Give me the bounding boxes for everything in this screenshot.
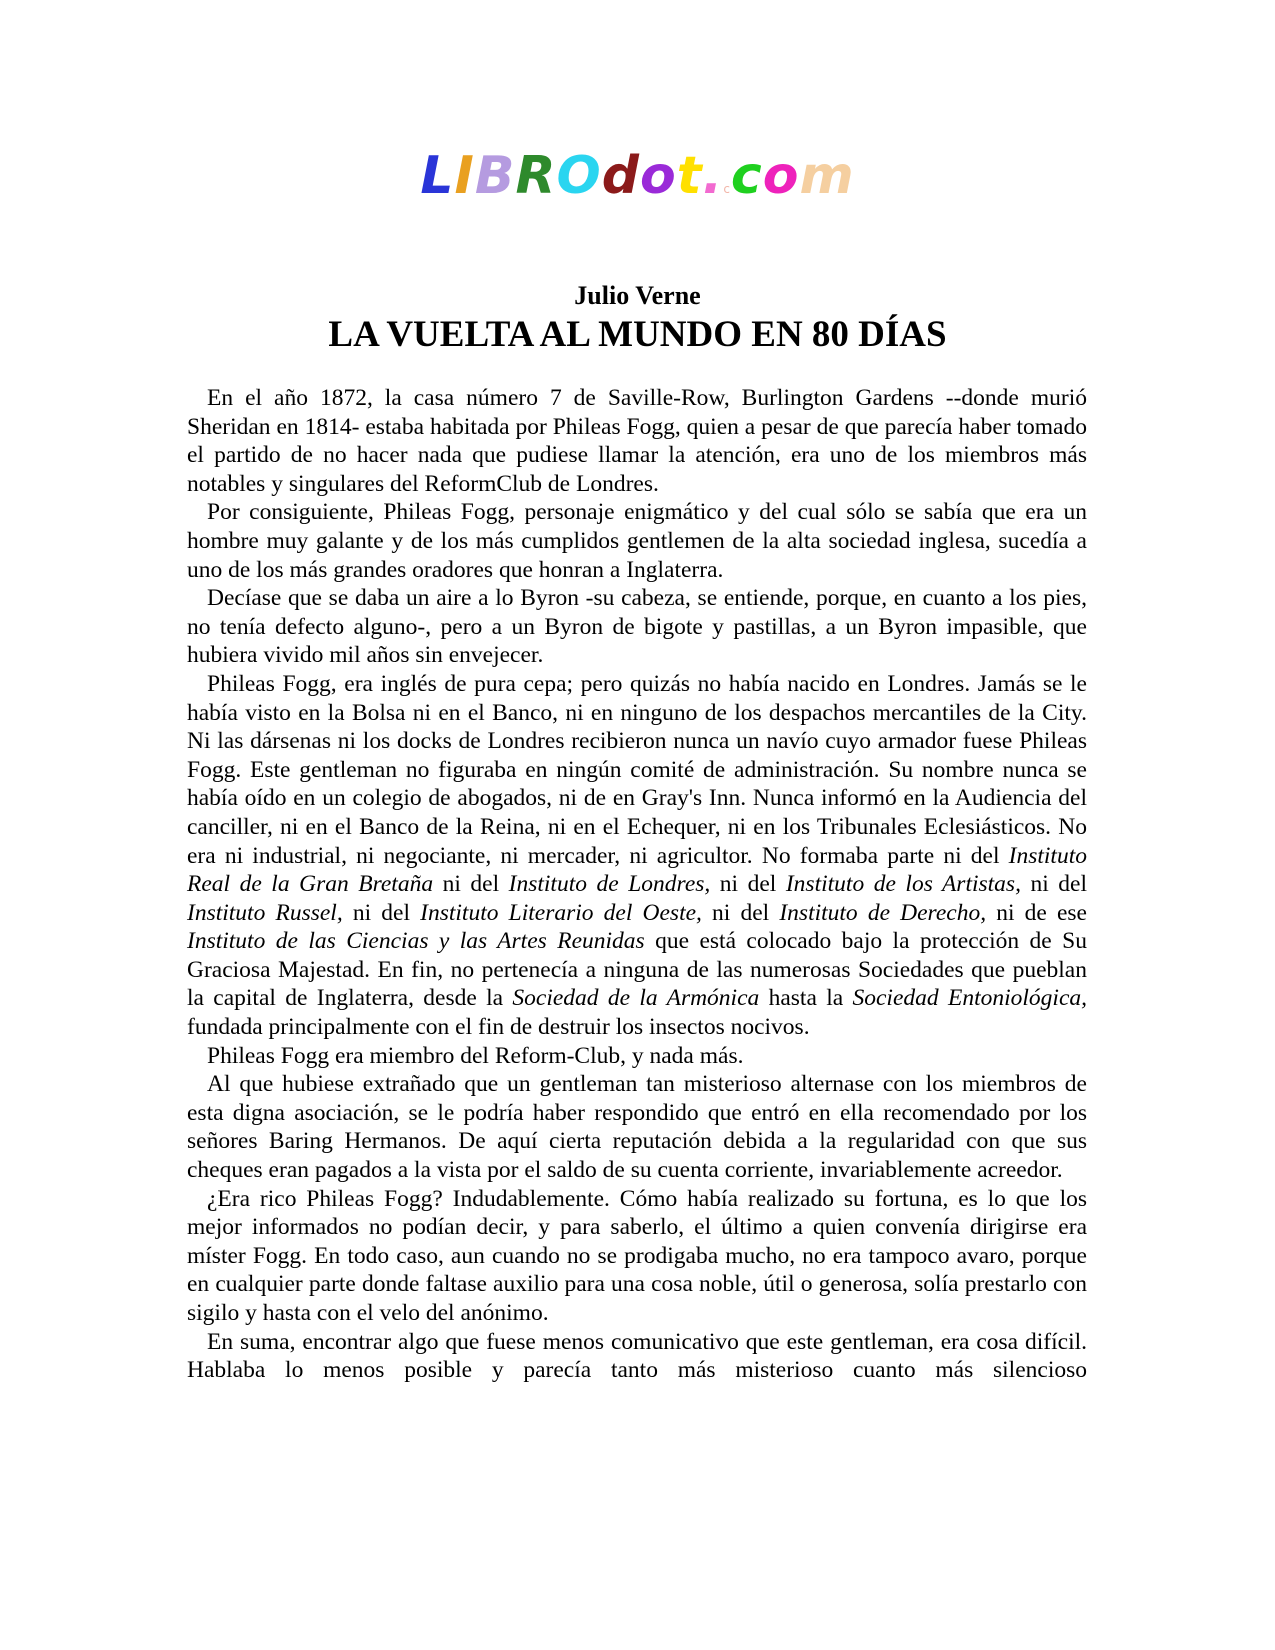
text-run: En suma, encontrar algo que fuese menos comunicativo que este gentleman, era cosa difícil. Hablaba lo menos posible y parecía tanto más misterioso cuanto más silencioso (187, 1328, 1087, 1384)
text-run: Phileas Fogg, era inglés de pura cepa; pero quizás no había nacido en Londres. Jamás se le había visto en la Bolsa ni en el Banco, ni en ninguno de los despachos mercantiles de la City. Ni las dársenas ni los docks de Londres recibieron nunca un navío cuyo armador fuese Phileas Fogg. Este gentleman no figuraba en ningún comité de administración. Su nombre nunca se había oído en un colegio de abogados, ni de en Gray's Inn. Nunca informó en la Audiencia del canciller, ni en el Banco de la Reina, ni en el Echequer, ni en los Tribunales Eclesiásticos. No era ni industrial, ni negociante, ni mercader, ni agricultor. No formaba parte ni del (187, 670, 1087, 869)
paragraph (187, 1328, 1087, 1385)
text-run: Por consiguiente, Phileas Fogg, personaje enigmático y del cual sólo se sabía que era un hombre muy galante y de los más cumplidos gentlemen de la alta sociedad inglesa, sucedía a uno de los más grandes oradores que honran a Inglaterra. (187, 499, 1087, 583)
italic-run: Instituto de las Ciencias y las Artes Reunidas (187, 928, 645, 955)
logo-letter: . (702, 146, 724, 206)
book-title: LA VUELTA AL MUNDO EN 80 DÍAS (328, 314, 947, 355)
text-run: ni del (701, 899, 780, 926)
text-run: ni de ese (986, 899, 1087, 926)
paragraph (187, 1070, 1087, 1184)
italic-run: Instituto de Londres, (508, 871, 711, 898)
text-run: que está colocado bajo la protección de Su Graciosa Majestad. En fin, no pertenecía a ninguna de las numerosas Sociedades que pueblan la capital de Inglaterra, desde la (187, 928, 1087, 1012)
logo-letter: B (474, 146, 516, 206)
logo-letter: I (454, 146, 475, 206)
logo-letter: m (799, 146, 855, 206)
text-run: ni del (433, 871, 509, 898)
logo-letter: O (556, 146, 602, 206)
paragraph (187, 584, 1087, 670)
paragraph (187, 498, 1087, 584)
librodot-logo (0, 146, 1275, 206)
italic-run: Sociedad de la Armónica (512, 985, 760, 1012)
text-run: ni del (1020, 871, 1088, 898)
text-run: ni del (710, 871, 786, 898)
logo-letter: t (676, 146, 703, 206)
text-run: Phileas Fogg era miembro del Reform-Club, y nada más. (207, 1042, 744, 1069)
italic-run: Instituto Real de la Gran Bretaña (187, 842, 1087, 898)
logo-letter: L (420, 146, 455, 206)
text-run: ¿Era rico Phileas Fogg? Indudablemente. Cómo había realizado su fortuna, es lo que los mejor informados no podían decir, y para saberlo, el último a quien convenía dirigirse era míster Fogg. En todo caso, aun cuando no se prodigaba mucho, no era tampoco avaro, porque en cualquier parte donde faltase auxilio para una cosa noble, útil o generosa, solía prestarlo con sigilo y hasta con el velo del anónimo. (187, 1185, 1087, 1326)
italic-run: Instituto de Derecho, (779, 899, 987, 926)
logo-letter: c (730, 146, 763, 206)
text-run: hasta la (759, 985, 853, 1012)
italic-run: Sociedad Entoniológica, (852, 985, 1087, 1012)
text-run: Decíase que se daba un aire a lo Byron -su cabeza, se entiende, porque, en cuanto a los pies, no tenía defecto alguno-, pero a un Byron de bigote y pastillas, a un Byron impasible, que hubiera vivido mil años sin envejecer. (187, 585, 1087, 669)
text-run: Al que hubiese extrañado que un gentleman tan misterioso alternase con los miembros de esta digna asociación, se le podría haber respondido que entró en ella recomendado por los señores Baring Hermanos. De aquí cierta reputación debida a la regularidad con que sus cheques eran pagados a la vista por el saldo de su cuenta corriente, invariablemente acreedor. (187, 1071, 1087, 1184)
italic-run: Instituto Literario del Oeste, (420, 899, 702, 926)
logo-letter: R (515, 146, 557, 206)
text-run: fundada principalmente con el fin de destruir los insectos nocivos. (187, 1014, 810, 1041)
logo-letter: o (639, 146, 677, 206)
logo-letter: o (762, 146, 800, 206)
text-run: ni del (342, 899, 421, 926)
paragraph (187, 670, 1087, 1042)
body-text (187, 384, 1087, 1385)
author-name: Julio Verne (574, 281, 701, 310)
paragraph (187, 1042, 1087, 1071)
text-run: En el año 1872, la casa número 7 de Saville-Row, Burlington Gardens --donde murió Sheridan en 1814- estaba habitada por Phileas Fogg, quien a pesar de que parecía haber tomado el partido de no hacer nada que pudiese llamar la atención, era uno de los miembros más notables y singulares del ReformClub de Londres. (187, 385, 1087, 497)
logo-letter: d (601, 146, 640, 206)
italic-run: Instituto Russel, (187, 899, 343, 926)
paragraph (187, 1185, 1087, 1328)
paragraph (187, 384, 1087, 498)
logo-letter: c (723, 182, 731, 196)
italic-run: Instituto de los Artistas, (785, 871, 1021, 898)
